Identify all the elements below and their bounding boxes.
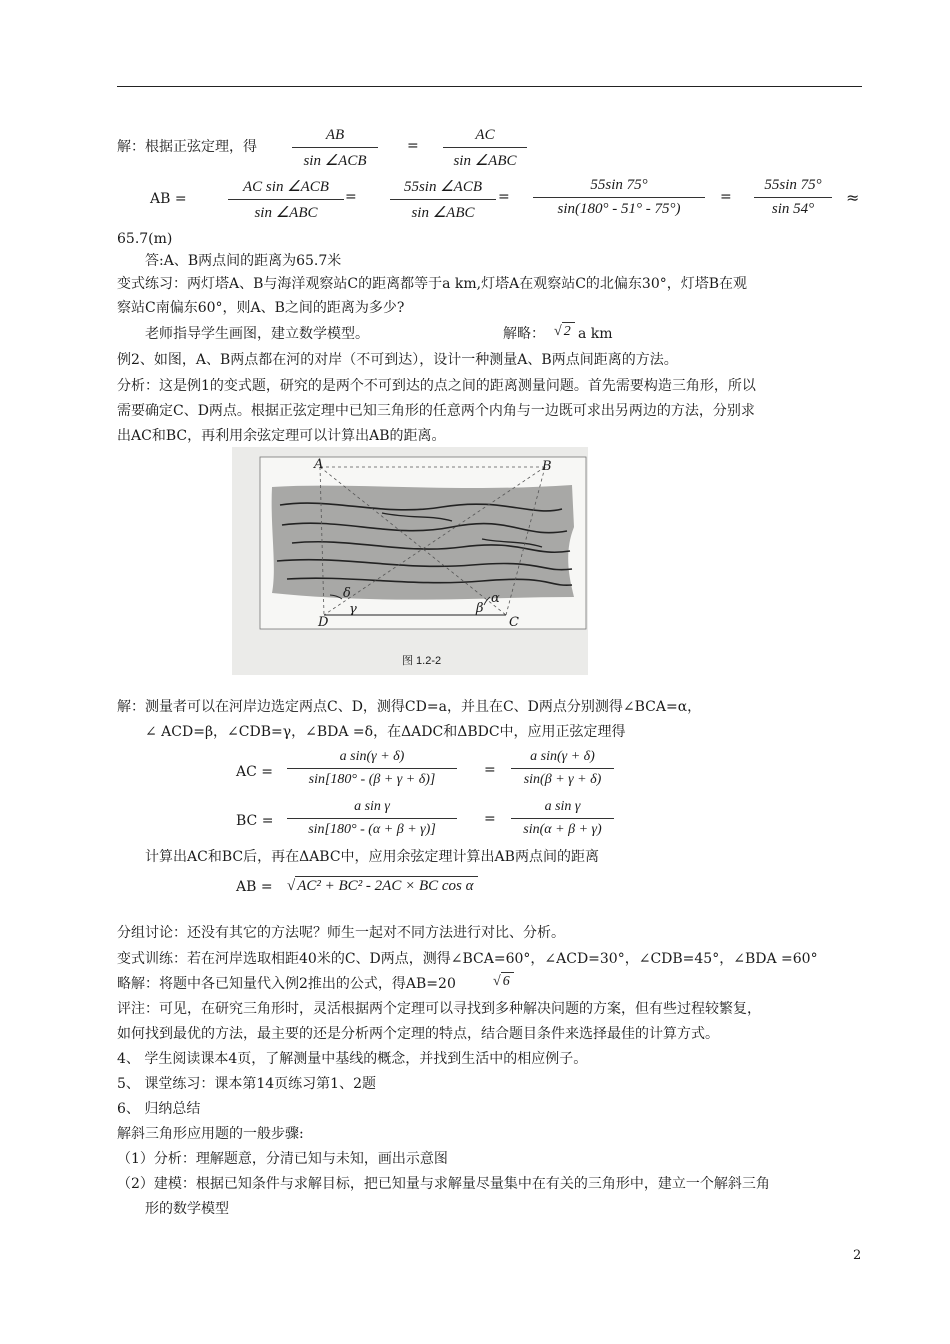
brief-solution-label: 解略： [503, 326, 545, 342]
brief-solution: 略解：将题中各已知量代入例2推出的公式，得AB=20 [117, 976, 456, 992]
variant-exercise-line1: 变式练习：两灯塔A、B与海洋观察站C的距离都等于a km,灯塔A在观察站C的北偏东30°，灯塔B在观 [117, 276, 748, 292]
ab-label-cosine: AB = [236, 879, 273, 895]
comment-line2: 如何找到最优的方法，最主要的还是分析两个定理的特点，结合题目条件来选择最佳的计算方式。 [117, 1026, 719, 1042]
equals-sign: = [498, 189, 510, 205]
steps-heading: 解斜三角形应用题的一般步骤: [117, 1126, 304, 1142]
analysis-line2: 需要确定C、D两点。根据正弦定理中已知三角形的任意两个内角与一边既可求出另两边的方法，分别求 [117, 403, 755, 419]
item-4: 4、 学生阅读课本4页，了解测量中基线的概念，并找到生活中的相应例子。 [117, 1051, 588, 1067]
point-b-label: B [542, 459, 552, 474]
fraction-55-sin-75-over-sin-angle-sum: $\frac{55\sin 75^\circ}{\sin(180^\circ - 51^\circ - 75^\circ)}$ [533, 177, 705, 218]
figure-caption: 图 1.2-2 [402, 655, 442, 667]
solution-intro: 解：根据正弦定理，得 [117, 139, 257, 155]
comment-line1: 评注：可见，在研究三角形时，灵活根据两个定理可以寻找到多种解决问题的方案，但有些过程较繁复， [117, 1001, 761, 1017]
km-unit: a km [578, 326, 613, 342]
beta-angle-label: β [476, 601, 484, 616]
equals-sign: = [484, 762, 496, 778]
ac-label: AC = [236, 764, 274, 780]
bc-fraction-simplified: $\frac{\text{a sin γ}}{\sin(\alpha + \beta + \gamma)}$ [511, 799, 614, 838]
example2-title: 例2、如图，A、B两点都在河的对岸（不可到达），设计一种测量A、B两点间距离的方法。 [117, 352, 678, 368]
bc-fraction-full: $\frac{\text{a sin γ}}{\sin[180^\circ - (\alpha + \beta + \gamma)]}$ [287, 799, 457, 838]
fraction-ac-over-sin-abc: AC sin ∠ABC [443, 127, 527, 170]
cosine-law-intro: 计算出AC和BC后，再在ΔABC中，应用余弦定理计算出AB两点间的距离 [145, 849, 599, 865]
variant-exercise-line2: 察站C南偏东60°，则A、B之间的距离为多少? [117, 300, 405, 316]
step-1: （1）分析：理解题意，分清已知与未知，画出示意图 [117, 1151, 448, 1167]
header-rule [117, 86, 862, 87]
approx-sign: ≈ [846, 188, 860, 207]
bc-label: BC = [236, 813, 274, 829]
sqrt-six: √ 6 [493, 974, 514, 990]
equals-sign: = [407, 138, 419, 154]
fraction-ac-sin-acb: AC sin ∠ACB sin ∠ABC [228, 177, 344, 222]
ac-fraction-full: $\frac{\text{a sin(γ + δ)}}{\sin[180^\circ - (\beta + \gamma + \delta)]}$ [287, 749, 457, 788]
step-2-line2: 形的数学模型 [145, 1201, 229, 1217]
cosine-law-expression: √ AC² + BC² - 2AC × BC cos α [287, 878, 478, 895]
gamma-angle-label: γ [349, 602, 357, 617]
equals-sign: = [345, 189, 357, 205]
alpha-angle-label: α [491, 591, 500, 606]
river-diagram [232, 447, 588, 675]
fraction-ab-over-sin-acb: AB sin ∠ACB [292, 127, 378, 170]
analysis-line3: 出AC和BC，再利用余弦定理可以计算出AB的距离。 [117, 428, 446, 444]
page-number: 2 [853, 1248, 862, 1263]
sol2-line2: ∠ ACD=β，∠CDB=γ，∠BDA =δ，在ΔADC和ΔBDC中，应用正弦定理得 [145, 724, 626, 740]
variant-training: 变式训练：若在河岸选取相距40米的C、D两点，测得∠BCA=60°，∠ACD=30°，∠CDB=45°，∠BDA =60° [117, 951, 818, 967]
river-diagram-svg [232, 447, 588, 675]
analysis-line1: 分析：这是例1的变式题，研究的是两个不可到达的点之间的距离测量问题。首先需要构造三角形，所以 [117, 378, 756, 394]
sol2-line1: 解：测量者可以在河岸边选定两点C、D，测得CD=a，并且在C、D两点分别测得∠BCA=α， [117, 699, 702, 715]
fraction-55-sin-acb: 55sin ∠ACB sin ∠ABC [390, 177, 496, 222]
ac-fraction-simplified: $\frac{\text{a sin(γ + δ)}}{\sin(\beta + \gamma + \delta)}$ [511, 749, 614, 788]
point-c-label: C [509, 615, 519, 630]
answer-line: 答:A、B两点间的距离为65.7米 [145, 253, 342, 269]
result-value: 65.7(m) [117, 231, 173, 247]
item-6: 6、 归纳总结 [117, 1101, 201, 1117]
equals-sign: = [484, 811, 496, 827]
sqrt-expression: √ 2 [554, 324, 575, 340]
item-5: 5、 课堂练习：课本第14页练习第1、2题 [117, 1076, 376, 1092]
delta-angle-label: δ [343, 586, 351, 601]
equals-sign: = [720, 189, 732, 205]
group-discussion: 分组讨论：还没有其它的方法呢？师生一起对不同方法进行对比、分析。 [117, 925, 565, 941]
point-a-label: A [314, 457, 324, 472]
fraction-55-sin-75-over-sin-54: $\frac{55\sin 75^\circ}{\sin 54^\circ}$ [754, 177, 832, 218]
point-d-label: D [318, 615, 329, 630]
ab-label: AB = [150, 191, 187, 207]
teacher-guidance: 老师指导学生画图，建立数学模型。 [145, 326, 369, 342]
step-2-line1: （2）建模：根据已知条件与求解目标，把已知量与求解量尽量集中在有关的三角形中，建立一个解斜三角 [117, 1176, 770, 1192]
